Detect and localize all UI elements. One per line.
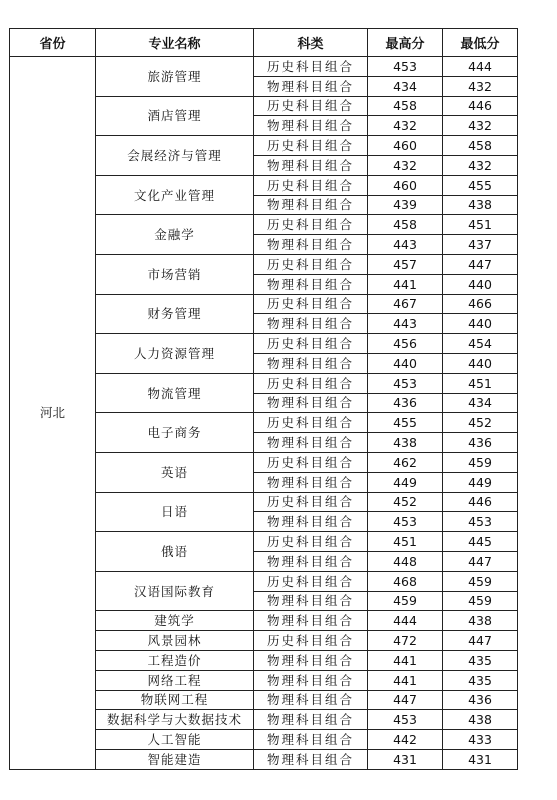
min-score-cell: 447 xyxy=(443,551,518,571)
major-name-cell: 电子商务 xyxy=(96,413,254,453)
min-score-cell: 438 xyxy=(443,195,518,215)
header-max-score: 最高分 xyxy=(368,29,443,57)
subject-cell: 历史科目组合 xyxy=(254,532,368,552)
min-score-cell: 446 xyxy=(443,96,518,116)
subject-cell: 历史科目组合 xyxy=(254,492,368,512)
subject-cell: 物理科目组合 xyxy=(254,551,368,571)
subject-cell: 历史科目组合 xyxy=(254,571,368,591)
max-score-cell: 458 xyxy=(368,96,443,116)
max-score-cell: 442 xyxy=(368,730,443,750)
subject-cell: 历史科目组合 xyxy=(254,631,368,651)
min-score-cell: 449 xyxy=(443,472,518,492)
max-score-cell: 467 xyxy=(368,294,443,314)
header-major-name: 专业名称 xyxy=(96,29,254,57)
table-row xyxy=(10,57,518,77)
max-score-cell: 441 xyxy=(368,650,443,670)
max-score-cell: 453 xyxy=(368,57,443,77)
major-name-cell: 智能建造 xyxy=(96,749,254,769)
max-score-cell: 436 xyxy=(368,393,443,413)
subject-cell: 历史科目组合 xyxy=(254,175,368,195)
subject-cell: 历史科目组合 xyxy=(254,57,368,77)
min-score-cell: 434 xyxy=(443,393,518,413)
major-name-cell: 金融学 xyxy=(96,215,254,255)
subject-cell: 历史科目组合 xyxy=(254,452,368,472)
major-name-cell: 日语 xyxy=(96,492,254,532)
subject-cell: 历史科目组合 xyxy=(254,334,368,354)
min-score-cell: 436 xyxy=(443,433,518,453)
max-score-cell: 453 xyxy=(368,373,443,393)
subject-cell: 物理科目组合 xyxy=(254,611,368,631)
max-score-cell: 438 xyxy=(368,433,443,453)
header-subject-category: 科类 xyxy=(254,29,368,57)
header-province: 省份 xyxy=(10,29,96,57)
min-score-cell: 453 xyxy=(443,512,518,532)
header-min-score: 最低分 xyxy=(443,29,518,57)
subject-cell: 物理科目组合 xyxy=(254,76,368,96)
min-score-cell: 454 xyxy=(443,334,518,354)
min-score-cell: 437 xyxy=(443,235,518,255)
max-score-cell: 451 xyxy=(368,532,443,552)
major-name-cell: 会展经济与管理 xyxy=(96,136,254,176)
min-score-cell: 455 xyxy=(443,175,518,195)
max-score-cell: 444 xyxy=(368,611,443,631)
min-score-cell: 438 xyxy=(443,611,518,631)
major-name-cell: 文化产业管理 xyxy=(96,175,254,215)
major-name-cell: 人力资源管理 xyxy=(96,334,254,374)
max-score-cell: 456 xyxy=(368,334,443,354)
major-name-cell: 俄语 xyxy=(96,532,254,572)
min-score-cell: 445 xyxy=(443,532,518,552)
max-score-cell: 431 xyxy=(368,749,443,769)
min-score-cell: 444 xyxy=(443,57,518,77)
min-score-cell: 440 xyxy=(443,274,518,294)
major-name-cell: 旅游管理 xyxy=(96,57,254,97)
subject-cell: 物理科目组合 xyxy=(254,690,368,710)
min-score-cell: 432 xyxy=(443,155,518,175)
min-score-cell: 466 xyxy=(443,294,518,314)
subject-cell: 物理科目组合 xyxy=(254,235,368,255)
major-name-cell: 物联网工程 xyxy=(96,690,254,710)
admission-score-table xyxy=(9,28,518,770)
table-header xyxy=(10,29,518,57)
header-row xyxy=(10,29,518,57)
major-name-cell: 建筑学 xyxy=(96,611,254,631)
min-score-cell: 435 xyxy=(443,670,518,690)
max-score-cell: 432 xyxy=(368,155,443,175)
max-score-cell: 434 xyxy=(368,76,443,96)
max-score-cell: 449 xyxy=(368,472,443,492)
subject-cell: 物理科目组合 xyxy=(254,393,368,413)
max-score-cell: 458 xyxy=(368,215,443,235)
major-name-cell: 英语 xyxy=(96,452,254,492)
max-score-cell: 448 xyxy=(368,551,443,571)
table-body xyxy=(10,57,518,770)
subject-cell: 物理科目组合 xyxy=(254,195,368,215)
max-score-cell: 452 xyxy=(368,492,443,512)
subject-cell: 历史科目组合 xyxy=(254,136,368,156)
subject-cell: 物理科目组合 xyxy=(254,512,368,532)
min-score-cell: 458 xyxy=(443,136,518,156)
min-score-cell: 451 xyxy=(443,373,518,393)
max-score-cell: 460 xyxy=(368,136,443,156)
max-score-cell: 453 xyxy=(368,710,443,730)
max-score-cell: 453 xyxy=(368,512,443,532)
subject-cell: 物理科目组合 xyxy=(254,116,368,136)
max-score-cell: 455 xyxy=(368,413,443,433)
min-score-cell: 440 xyxy=(443,353,518,373)
subject-cell: 物理科目组合 xyxy=(254,730,368,750)
major-name-cell: 风景园林 xyxy=(96,631,254,651)
max-score-cell: 441 xyxy=(368,670,443,690)
major-name-cell: 市场营销 xyxy=(96,254,254,294)
subject-cell: 物理科目组合 xyxy=(254,670,368,690)
major-name-cell: 人工智能 xyxy=(96,730,254,750)
max-score-cell: 457 xyxy=(368,254,443,274)
major-name-cell: 工程造价 xyxy=(96,650,254,670)
max-score-cell: 472 xyxy=(368,631,443,651)
subject-cell: 历史科目组合 xyxy=(254,294,368,314)
subject-cell: 物理科目组合 xyxy=(254,155,368,175)
max-score-cell: 459 xyxy=(368,591,443,611)
min-score-cell: 447 xyxy=(443,631,518,651)
subject-cell: 物理科目组合 xyxy=(254,650,368,670)
subject-cell: 历史科目组合 xyxy=(254,413,368,433)
min-score-cell: 432 xyxy=(443,116,518,136)
major-name-cell: 网络工程 xyxy=(96,670,254,690)
major-name-cell: 汉语国际教育 xyxy=(96,571,254,611)
max-score-cell: 468 xyxy=(368,571,443,591)
subject-cell: 历史科目组合 xyxy=(254,96,368,116)
max-score-cell: 439 xyxy=(368,195,443,215)
min-score-cell: 433 xyxy=(443,730,518,750)
major-name-cell: 物流管理 xyxy=(96,373,254,413)
max-score-cell: 447 xyxy=(368,690,443,710)
min-score-cell: 440 xyxy=(443,314,518,334)
subject-cell: 物理科目组合 xyxy=(254,274,368,294)
min-score-cell: 432 xyxy=(443,76,518,96)
min-score-cell: 459 xyxy=(443,591,518,611)
subject-cell: 物理科目组合 xyxy=(254,710,368,730)
min-score-cell: 436 xyxy=(443,690,518,710)
min-score-cell: 446 xyxy=(443,492,518,512)
min-score-cell: 459 xyxy=(443,571,518,591)
subject-cell: 历史科目组合 xyxy=(254,254,368,274)
subject-cell: 物理科目组合 xyxy=(254,353,368,373)
min-score-cell: 459 xyxy=(443,452,518,472)
min-score-cell: 431 xyxy=(443,749,518,769)
subject-cell: 物理科目组合 xyxy=(254,749,368,769)
max-score-cell: 462 xyxy=(368,452,443,472)
major-name-cell: 数据科学与大数据技术 xyxy=(96,710,254,730)
max-score-cell: 460 xyxy=(368,175,443,195)
subject-cell: 物理科目组合 xyxy=(254,472,368,492)
subject-cell: 历史科目组合 xyxy=(254,373,368,393)
subject-cell: 物理科目组合 xyxy=(254,314,368,334)
min-score-cell: 451 xyxy=(443,215,518,235)
province-cell: 河北 xyxy=(10,57,96,770)
min-score-cell: 435 xyxy=(443,650,518,670)
major-name-cell: 财务管理 xyxy=(96,294,254,334)
subject-cell: 物理科目组合 xyxy=(254,433,368,453)
subject-cell: 历史科目组合 xyxy=(254,215,368,235)
max-score-cell: 432 xyxy=(368,116,443,136)
max-score-cell: 440 xyxy=(368,353,443,373)
min-score-cell: 452 xyxy=(443,413,518,433)
major-name-cell: 酒店管理 xyxy=(96,96,254,136)
min-score-cell: 447 xyxy=(443,254,518,274)
subject-cell: 物理科目组合 xyxy=(254,591,368,611)
min-score-cell: 438 xyxy=(443,710,518,730)
max-score-cell: 441 xyxy=(368,274,443,294)
max-score-cell: 443 xyxy=(368,235,443,255)
max-score-cell: 443 xyxy=(368,314,443,334)
